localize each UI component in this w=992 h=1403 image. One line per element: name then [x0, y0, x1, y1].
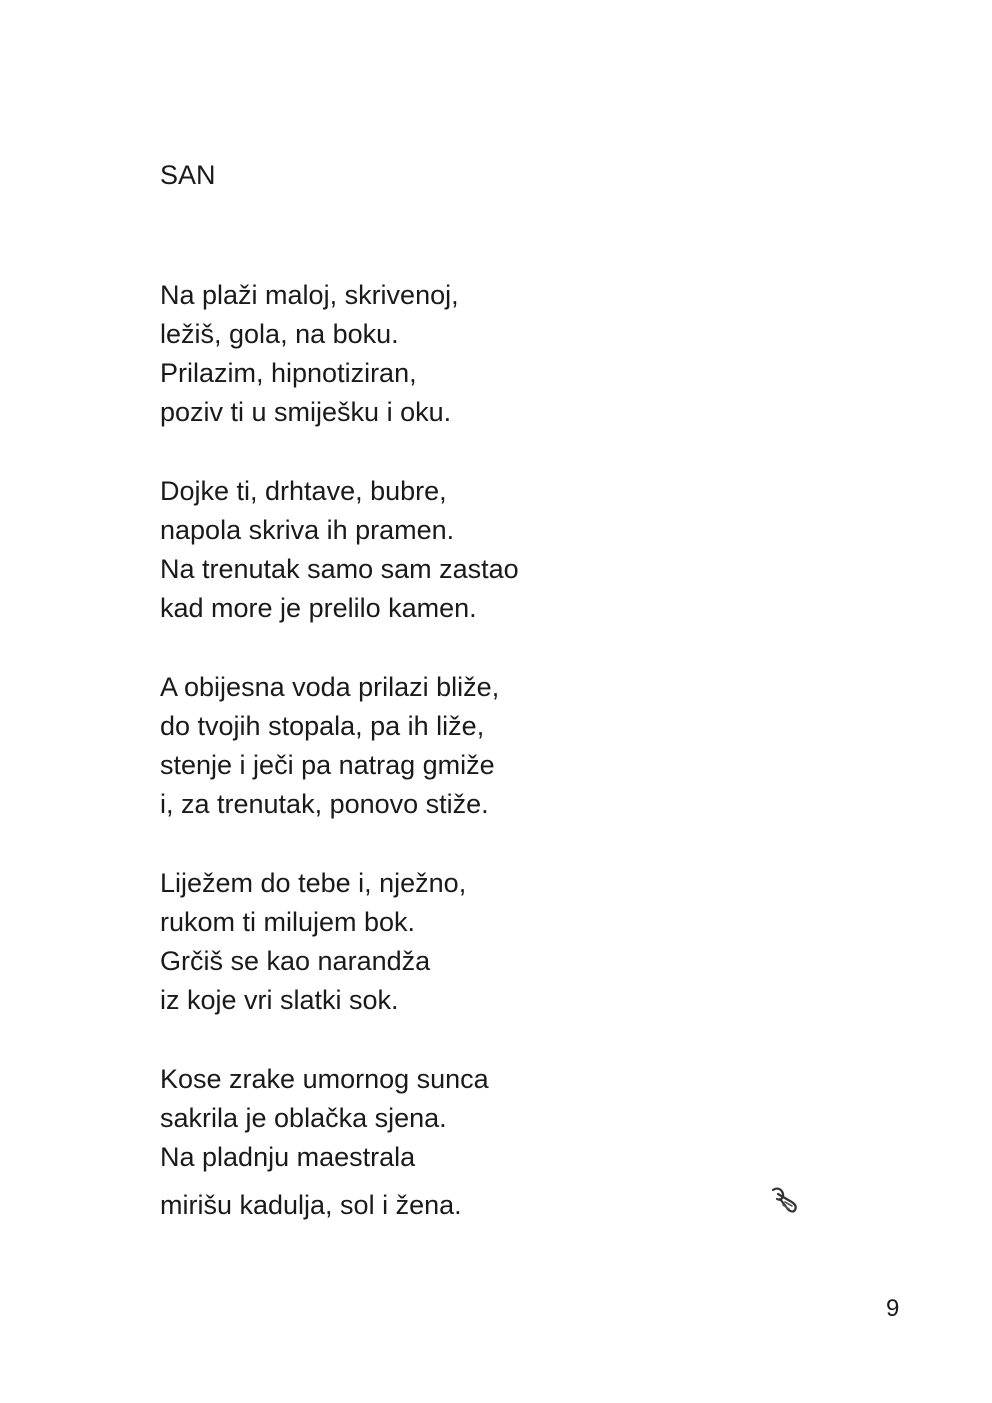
- poem-line: Na trenutak samo sam zastao: [160, 554, 519, 584]
- poem-line: Na plaži maloj, skrivenoj,: [160, 280, 459, 310]
- stanza-4: [160, 864, 519, 1020]
- poem-line: Dojke ti, drhtave, bubre,: [160, 476, 447, 506]
- poem-line: i, za trenutak, ponovo stiže.: [160, 789, 489, 819]
- poem-line: stenje i ječi pa natrag gmiže: [160, 750, 495, 780]
- stanza-2: [160, 472, 519, 628]
- stanza-5: [160, 1060, 519, 1225]
- poem-line: napola skriva ih pramen.: [160, 515, 455, 545]
- poem-line: kad more je prelilo kamen.: [160, 593, 477, 623]
- poem-line: iz koje vri slatki sok.: [160, 985, 399, 1015]
- poem-line: Na pladnju maestrala: [160, 1142, 416, 1172]
- poem-line: Prilazim, hipnotiziran,: [160, 358, 417, 388]
- poem-line: mirišu kadulja, sol i žena.: [160, 1190, 462, 1220]
- poem-line: ležiš, gola, na boku.: [160, 319, 399, 349]
- poem-line: A obijesna voda prilazi bliže,: [160, 672, 500, 702]
- shell-ornament-icon: [768, 1184, 802, 1214]
- poem-line: rukom ti milujem bok.: [160, 907, 416, 937]
- poem-title: SAN: [160, 160, 216, 190]
- poem-line: do tvojih stopala, pa ih liže,: [160, 711, 485, 741]
- stanza-1: [160, 276, 519, 432]
- poem-line: Liježem do tebe i, nježno,: [160, 868, 467, 898]
- poem-line: Kose zrake umornog sunca: [160, 1064, 489, 1094]
- poem-line: Grčiš se kao narandža: [160, 946, 431, 976]
- poem-line: poziv ti u smiješku i oku.: [160, 397, 452, 427]
- poem-line: sakrila je oblačka sjena.: [160, 1103, 447, 1133]
- poem-body: [160, 276, 519, 1265]
- stanza-3: [160, 668, 519, 824]
- page-number: 9: [886, 1295, 900, 1322]
